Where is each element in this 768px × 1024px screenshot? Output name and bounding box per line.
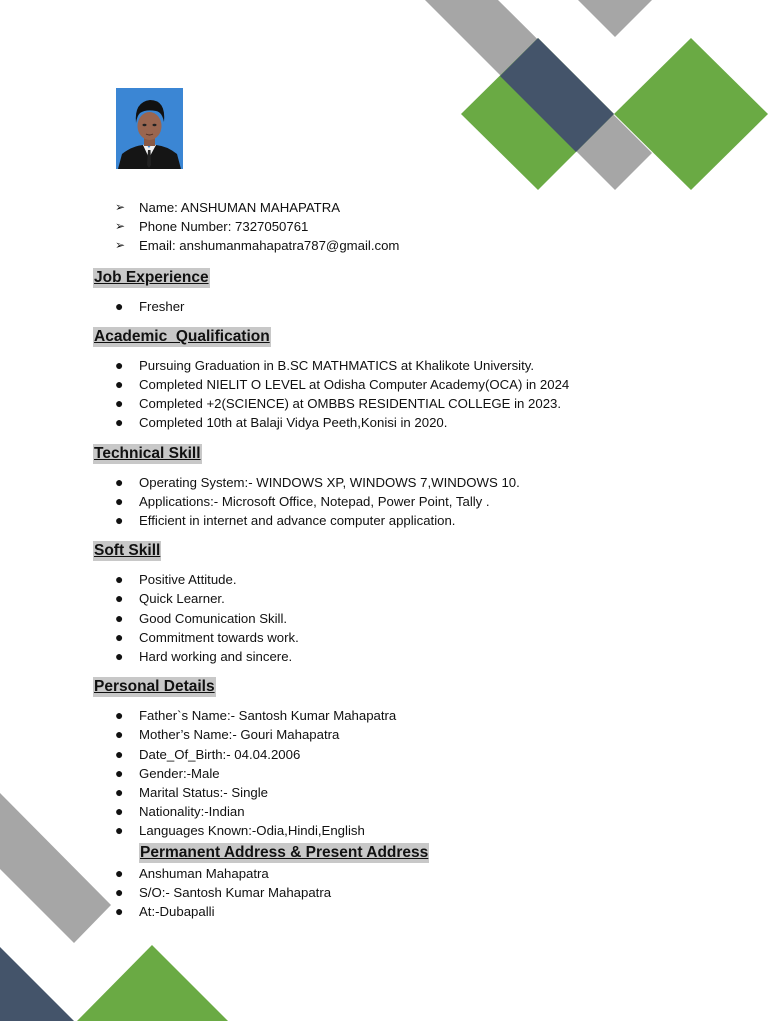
soft-skill-heading: Soft Skill [94,542,161,560]
bullet-icon: ● [115,571,124,588]
arrow-bullet-icon: ➢ [115,238,126,253]
academic-heading: Academic Qualification [94,327,270,345]
soft-skill-list [93,570,653,666]
top-navy-diamond [500,38,614,152]
bullet-icon: ● [115,883,124,900]
bullet-icon: ● [115,803,124,820]
bottom-navy-triangle [0,947,74,1021]
contact-list [93,198,653,256]
arrow-bullet-icon: ➢ [115,219,126,234]
top-green-diamond-left [461,38,614,190]
list-item: ● S/O:- Santosh Kumar Mahapatra [93,883,653,902]
job-experience-list [93,297,653,316]
bullet-icon: ● [115,707,124,724]
top-gray-triangle [578,0,652,37]
address-heading: Permanent Address & Present Address [140,843,429,861]
list-item: ● Pursuing Graduation in B.SC MATHMATICS at Khalikote University. [93,356,653,375]
list-item: ● Completed 10th at Balaji Vidya Peeth,Konisi in 2020. [93,413,653,432]
bullet-icon: ● [115,297,124,314]
list-item: ● Nationality:-Indian [93,802,653,821]
bullet-icon: ● [115,903,124,920]
bullet-icon: ● [115,745,124,762]
technical-heading: Technical Skill [94,444,201,462]
bullet-icon: ● [115,356,124,373]
bullet-icon: ● [115,648,124,665]
list-item: ● Applications:- Microsoft Office, Notepad, Power Point, Tally . [93,492,653,511]
bullet-icon: ● [115,590,124,607]
bullet-icon: ● [115,414,124,431]
technical-list [93,473,653,531]
list-item: ● Quick Learner. [93,589,653,608]
bullet-icon: ● [115,512,124,529]
list-item: ● Father`s Name:- Santosh Kumar Mahapatra [93,706,653,725]
bullet-icon: ● [115,376,124,393]
list-item: ● Anshuman Mahapatra [93,864,653,883]
bullet-icon: ● [115,473,124,490]
bullet-icon: ● [115,726,124,743]
personal-details-heading: Personal Details [94,678,215,696]
job-experience-heading: Job Experience [94,268,209,286]
address-list [93,864,653,922]
list-item: ● Good Comunication Skill. [93,609,653,628]
personal-details-list [93,706,653,840]
bullet-icon: ● [115,864,124,881]
bullet-icon: ● [115,609,124,626]
list-item: ● Fresher [93,297,653,316]
bullet-icon: ● [115,492,124,509]
top-green-diamond-right [614,38,768,190]
bullet-icon: ● [115,784,124,801]
arrow-bullet-icon: ➢ [115,200,126,214]
list-item: ● Commitment towards work. [93,628,653,647]
list-item: ● Languages Known:-Odia,Hindi,English [93,821,653,840]
list-item: ● Operating System:- WINDOWS XP, WINDOWS 7,WINDOWS 10. [93,473,653,492]
list-item: ● Date_Of_Birth:- 04.04.2006 [93,745,653,764]
resume-content [93,198,653,921]
academic-section [93,327,653,433]
list-item: ● Completed +2(SCIENCE) at OMBBS RESIDENTIAL COLLEGE in 2023. [93,394,653,413]
list-item: ● Positive Attitude. [93,570,653,589]
list-item: ● Gender:-Male [93,764,653,783]
bullet-icon: ● [115,395,124,412]
top-gray-band [425,0,652,190]
job-experience-section [93,268,653,316]
personal-details-section [93,677,653,921]
bottom-green-triangle [77,945,228,1021]
list-item: ● Completed NIELIT O LEVEL at Odisha Computer Academy(OCA) in 2024 [93,375,653,394]
contact-email: ➢ Email: anshumanmahapatra787@gmail.com [93,236,653,255]
bullet-icon: ● [115,822,124,839]
list-item: ● Mother’s Name:- Gouri Mahapatra [93,725,653,744]
academic-list [93,356,653,433]
technical-section [93,444,653,531]
contact-name: ➢ Name: ANSHUMAN MAHAPATRA [93,198,653,217]
contact-phone: ➢ Phone Number: 7327050761 [93,217,653,236]
bullet-icon: ● [115,628,124,645]
soft-skill-section [93,541,653,666]
list-item: ● Marital Status:- Single [93,783,653,802]
list-item: ● Hard working and sincere. [93,647,653,666]
list-item: ● Efficient in internet and advance computer application. [93,511,653,530]
list-item: ● At:-Dubapalli [93,902,653,921]
bullet-icon: ● [115,764,124,781]
profile-photo [116,88,183,169]
